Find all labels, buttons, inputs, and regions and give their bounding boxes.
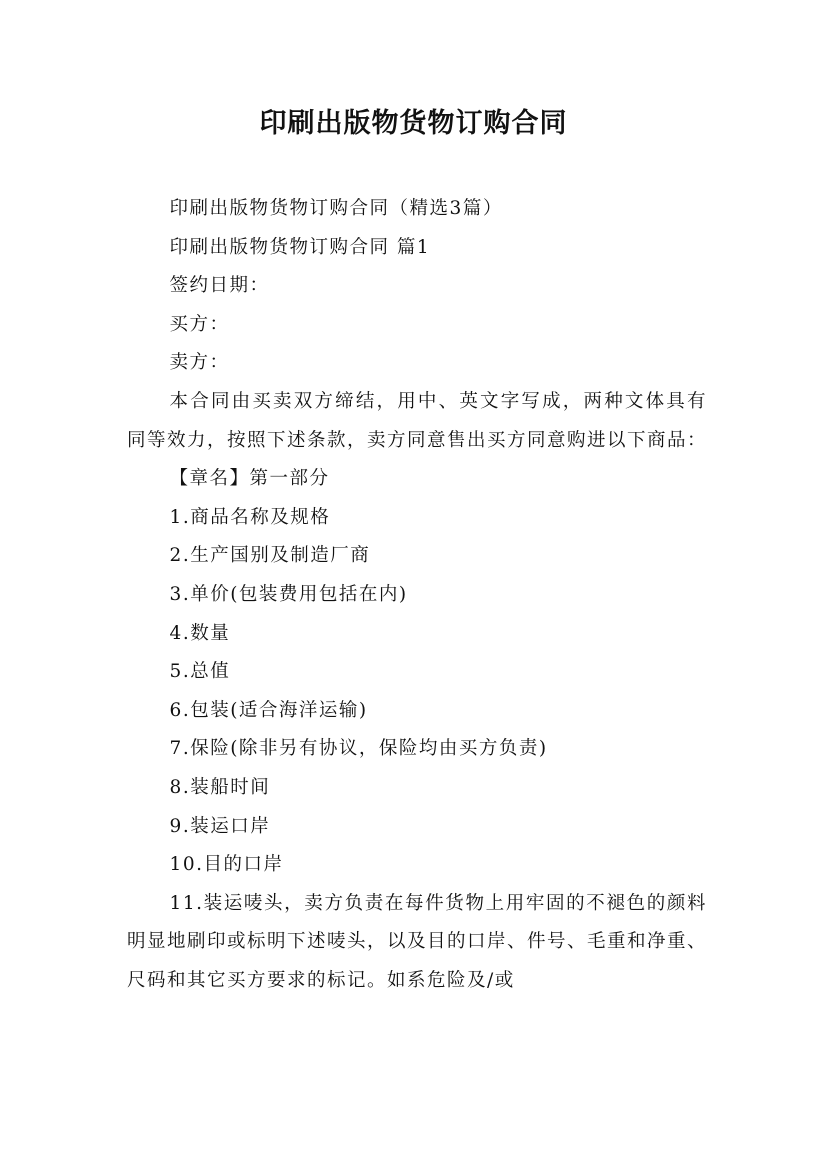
clause-item: 3.单价(包装费用包括在内) <box>169 583 408 605</box>
clause-item: 2.生产国别及制造厂商 <box>169 545 371 567</box>
subtitle-selected-articles: 印刷出版物货物订购合同（精选3篇） <box>169 198 503 219</box>
clause-item: 6.包装(适合海洋运输) <box>169 699 368 721</box>
seller-line: 卖方： <box>169 352 230 374</box>
chapter-heading: 【章名】第一部分 <box>169 468 330 490</box>
clause-item: 4.数量 <box>169 622 231 644</box>
clause-item: 7.保险(除非另有协议，保险均由买方负责) <box>169 738 548 760</box>
clause-item: 10.目的口岸 <box>169 854 284 876</box>
intro-paragraph: 本合同由买卖双方缔结，用中、英文字写成，两种文体具有同等效力，按照下述条款，卖方同意售出买方同意购进以下商品： <box>127 390 708 451</box>
article-heading: 印刷出版物货物订购合同 篇1 <box>169 236 431 258</box>
shipping-mark-paragraph: 11.装运唛头，卖方负责在每件货物上用牢固的不褪色的颜料明显地刷印或标明下述唛头，以及目的口岸、件号、毛重和净重、尺码和其它买方要求的标记。如系危险及/或 <box>127 892 708 991</box>
clause-item: 9.装运口岸 <box>169 815 271 837</box>
clause-item: 5.总值 <box>169 661 231 683</box>
clause-item: 8.装船时间 <box>169 776 271 798</box>
clause-item: 1.商品名称及规格 <box>169 506 331 528</box>
signing-date-line: 签约日期： <box>169 275 270 297</box>
document-body <box>127 190 707 1000</box>
document-title: 印刷出版物货物订购合同 <box>259 108 568 139</box>
buyer-line: 买方： <box>169 313 230 335</box>
